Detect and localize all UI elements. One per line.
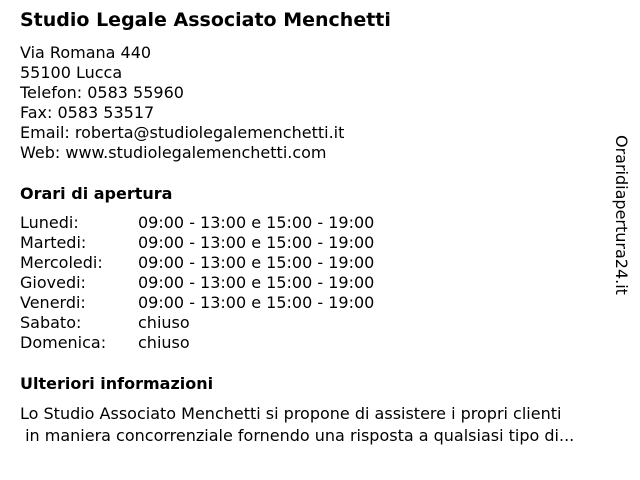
fax-number: Fax: 0583 53517 <box>20 103 155 122</box>
hours-heading: Orari di apertura <box>20 184 173 203</box>
info-line-1: Lo Studio Associato Menchetti si propone di assistere i propri clienti <box>20 404 562 423</box>
day-label: Mercoledi: <box>20 253 103 272</box>
hours-value: 09:00 - 13:00 e 15:00 - 19:00 <box>138 293 375 312</box>
hours-value: 09:00 - 13:00 e 15:00 - 19:00 <box>138 273 375 292</box>
hours-row-sunday <box>20 333 374 353</box>
day-label: Martedi: <box>20 233 87 252</box>
day-label: Sabato: <box>20 313 82 332</box>
hours-row-wednesday <box>20 253 374 273</box>
hours-value: 09:00 - 13:00 e 15:00 - 19:00 <box>138 253 375 272</box>
address-city: 55100 Lucca <box>20 63 123 82</box>
address-street: Via Romana 440 <box>20 43 152 62</box>
email-address: Email: roberta@studiolegalemenchetti.it <box>20 123 345 142</box>
phone-number: Telefon: 0583 55960 <box>20 83 184 102</box>
day-label: Giovedi: <box>20 273 86 292</box>
contact-block <box>20 43 344 163</box>
hours-row-monday <box>20 213 374 233</box>
hours-row-tuesday <box>20 233 374 253</box>
hours-value: 09:00 - 13:00 e 15:00 - 19:00 <box>138 233 375 252</box>
opening-hours-table <box>20 213 374 353</box>
hours-value: chiuso <box>138 313 190 332</box>
hours-value: chiuso <box>138 333 190 352</box>
day-label: Venerdi: <box>20 293 86 312</box>
website-address: Web: www.studiolegalemenchetti.com <box>20 143 327 162</box>
hours-value: 09:00 - 13:00 e 15:00 - 19:00 <box>138 213 375 232</box>
info-line-2: in maniera concorrenziale fornendo una risposta a qualsiasi tipo di... <box>20 426 575 445</box>
page-title: Studio Legale Associato Menchetti <box>20 9 391 31</box>
site-watermark: Oraridiapertura24.it <box>612 135 631 295</box>
hours-row-friday <box>20 293 374 313</box>
info-heading: Ulteriori informazioni <box>20 374 214 393</box>
hours-row-saturday <box>20 313 374 333</box>
hours-row-thursday <box>20 273 374 293</box>
day-label: Lunedi: <box>20 213 79 232</box>
day-label: Domenica: <box>20 333 107 352</box>
info-description <box>20 403 574 447</box>
